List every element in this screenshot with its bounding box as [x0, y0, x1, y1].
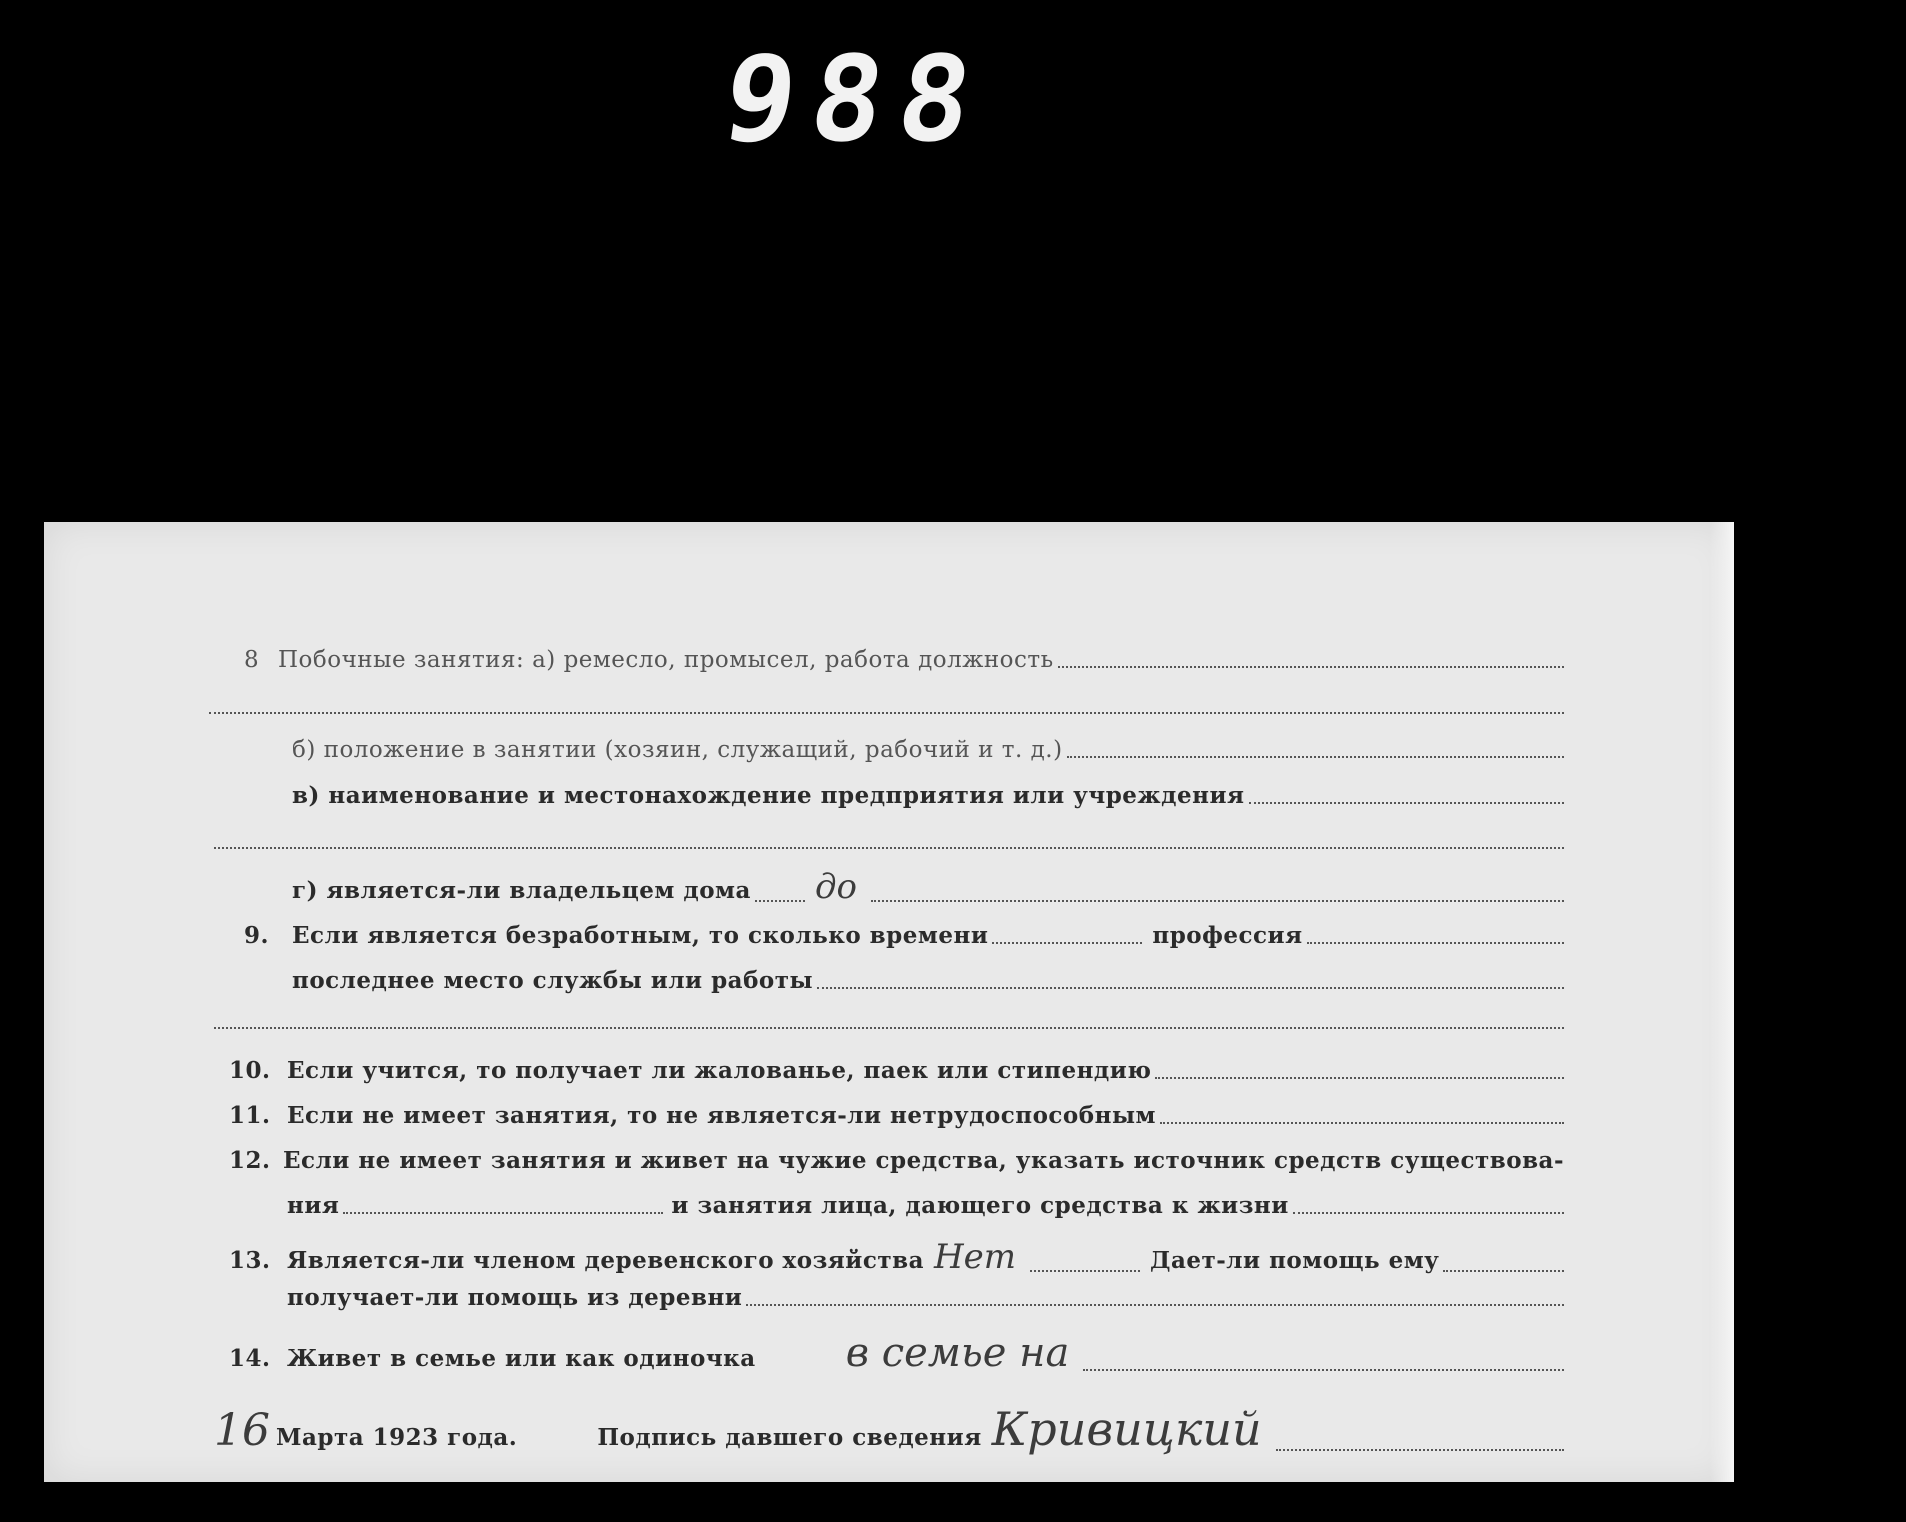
q8-g-answer[interactable]: до — [814, 867, 857, 907]
q8-a-continuation-line[interactable] — [209, 712, 1564, 714]
q13-help-label: Дает-ли помощь ему — [1150, 1247, 1440, 1274]
q13-line-1 — [229, 1237, 1564, 1277]
q13-receive-field[interactable] — [746, 1303, 1564, 1306]
q12-provider-label: и занятия лица, дающего средства к жизни — [671, 1192, 1289, 1219]
q8-b-label: б) положение в занятии (хозяин, служащий, рабочий и т. д.) — [292, 737, 1063, 763]
q8-v-label: в) наименование и местонахождение предприятия или учреждения — [292, 782, 1245, 809]
q9-number: 9. — [244, 922, 270, 949]
q12-source-label: ния — [287, 1192, 340, 1219]
frame-number: 988 — [715, 30, 996, 168]
footer-day[interactable]: 16 — [214, 1405, 270, 1456]
q11-field[interactable] — [1160, 1121, 1564, 1124]
q13-member-label: Является-ли членом деревенского хозяйства — [287, 1247, 924, 1274]
q8-a-label: Побочные занятия: а) ремесло, промысел, работа должность — [278, 647, 1054, 673]
footer-signature[interactable]: Кривицкий — [991, 1402, 1262, 1456]
q8-g-label: г) является-ли владельцем дома — [292, 877, 751, 904]
q9-last-job-label: последнее место службы или работы — [292, 967, 814, 994]
q9-duration-label: Если является безработным, то сколько времени — [292, 922, 989, 949]
q8-b-field[interactable] — [1067, 755, 1564, 758]
q12-line-1 — [229, 1147, 1564, 1174]
q11-label: Если не имеет занятия, то не является-ли нетрудоспособным — [287, 1102, 1156, 1129]
q13-help-field[interactable] — [1443, 1269, 1564, 1272]
q8-line-v — [292, 782, 1564, 809]
q12-source-field[interactable] — [343, 1211, 663, 1214]
q9-continuation-line[interactable] — [214, 1027, 1564, 1029]
q10-number: 10. — [229, 1057, 271, 1084]
q9-line-1 — [244, 922, 1564, 949]
questionnaire-card — [44, 522, 1734, 1482]
footer-signature-label: Подпись давшего сведения — [597, 1424, 982, 1451]
q13-number: 13. — [229, 1247, 271, 1274]
q9-line-2 — [292, 967, 1564, 994]
footer-date: Марта 1923 года. — [276, 1424, 518, 1451]
q8-line-g — [292, 867, 1564, 907]
q8-g-field[interactable] — [871, 899, 1564, 902]
q9-profession-label: профессия — [1152, 922, 1303, 949]
q8-number: 8 — [244, 647, 260, 673]
q14-label: Живет в семье или как одиночка — [287, 1345, 756, 1372]
q14-answer[interactable]: в семье на — [845, 1330, 1070, 1376]
q8-g-leader — [755, 899, 805, 902]
q14-line — [229, 1330, 1564, 1376]
q11-line — [229, 1102, 1564, 1129]
q9-duration-field[interactable] — [992, 941, 1142, 944]
q10-field[interactable] — [1155, 1076, 1564, 1079]
q13-line-2 — [287, 1284, 1564, 1311]
q13-member-answer[interactable]: Нет — [933, 1237, 1016, 1277]
q8-line-a — [244, 647, 1564, 673]
q11-number: 11. — [229, 1102, 271, 1129]
q12-provider-field[interactable] — [1293, 1211, 1564, 1214]
q14-number: 14. — [229, 1345, 271, 1372]
q10-line — [229, 1057, 1564, 1084]
q8-line-b — [292, 737, 1564, 763]
q8-a-field[interactable] — [1058, 665, 1564, 668]
q12-number: 12. — [229, 1147, 271, 1174]
q8-v-continuation-line[interactable] — [214, 847, 1564, 849]
footer-signature-field[interactable] — [1276, 1448, 1564, 1451]
q9-profession-field[interactable] — [1307, 941, 1564, 944]
q14-field[interactable] — [1083, 1368, 1564, 1371]
q13-receive-label: получает-ли помощь из деревни — [287, 1284, 743, 1311]
q8-v-field[interactable] — [1249, 801, 1564, 804]
q12-label: Если не имеет занятия и живет на чужие средства, указать источник средств существова- — [283, 1147, 1564, 1174]
q13-member-field[interactable] — [1030, 1269, 1140, 1272]
footer-line — [214, 1402, 1564, 1456]
q10-label: Если учится, то получает ли жалованье, паек или стипендию — [287, 1057, 1152, 1084]
q9-last-job-field[interactable] — [817, 986, 1564, 989]
q12-line-2 — [287, 1192, 1564, 1219]
